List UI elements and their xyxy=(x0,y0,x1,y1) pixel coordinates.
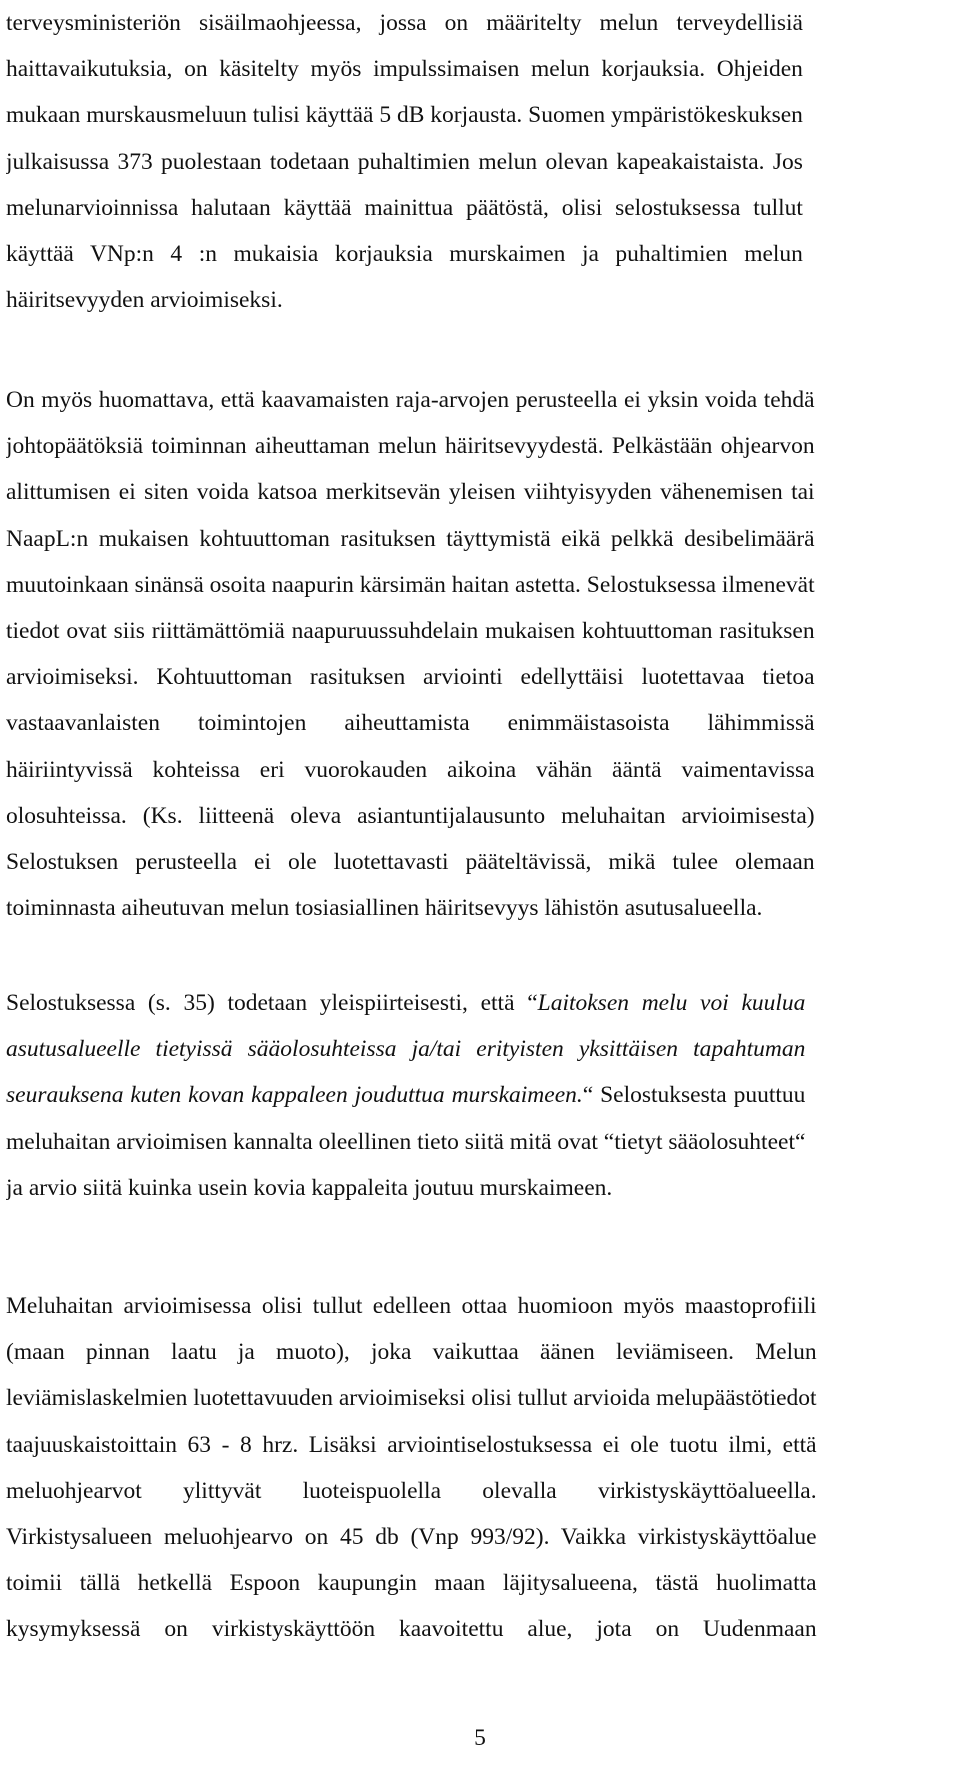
text-line xyxy=(6,1072,805,1118)
text-line: käyttää VNp:n 4 :n mukaisia korjauksia murskaimen ja puhaltimien melun xyxy=(6,241,803,268)
paragraph-3 xyxy=(6,980,805,1211)
text-line: kysymyksessä on virkistyskäyttöön kaavoitettu alue, jota on Uudenmaan xyxy=(6,1616,817,1643)
quoted-text: seurauksena kuten kovan kappaleen jouduttua murskaimeen. xyxy=(6,1082,583,1109)
text-line: meluhaitan arvioimisen kannalta oleellinen tieto siitä mitä ovat “tietyt sääolosuhteet“ xyxy=(6,1128,806,1155)
text-line: haittavaikutuksia, on käsitelty myös impulssimaisen melun korjauksia. Ohjeiden xyxy=(6,56,803,83)
text-segment: Selostuksessa (s. 35) todetaan yleispiirteisesti, että “ xyxy=(6,990,538,1016)
paragraph-2 xyxy=(6,377,815,931)
text-line: julkaisussa 373 puolestaan todetaan puhaltimien melun olevan kapeakaistaista. Jos xyxy=(6,148,803,175)
text-line: meluohjearvot ylittyvät luoteispuolella olevalla virkistyskäyttöalueella. xyxy=(6,1477,817,1504)
paragraph-4 xyxy=(6,1283,817,1653)
text-line: leviämislaskelmien luotettavuuden arvioimiseksi olisi tullut arvioida melupäästötiedot xyxy=(6,1385,817,1412)
quoted-text: asutusalueelle tietyissä sääolosuhteissa ja/tai erityisten yksittäisen tapahtuman xyxy=(6,1036,806,1063)
page-number: 5 xyxy=(474,1725,486,1751)
text-line: toiminnasta aiheutuvan melun tosiasiallinen häiritsevyys lähistön asutusalueella. xyxy=(6,895,763,922)
text-line: (maan pinnan laatu ja muoto), joka vaikuttaa äänen leviämiseen. Melun xyxy=(6,1339,817,1366)
text-line: toimii tällä hetkellä Espoon kaupungin maan läjitysalueena, tästä huolimatta xyxy=(6,1570,817,1597)
text-line: ja arvio siitä kuinka usein kovia kappaleita joutuu murskaimeen. xyxy=(6,1174,613,1201)
text-line: häiriintyvissä kohteissa eri vuorokauden aikoina vähän ääntä vaimentavissa xyxy=(6,756,815,783)
text-line: terveysministeriön sisäilmaohjeessa, jossa on määritelty melun terveydellisiä xyxy=(6,10,803,36)
text-segment: “ Selostuksesta puuttuu xyxy=(582,1082,806,1109)
text-line: On myös huomattava, että kaavamaisten raja-arvojen perusteella ei yksin voida tehdä xyxy=(6,387,815,413)
text-line: tiedot ovat siis riittämättömiä naapuruussuhdelain mukaisen kohtuuttoman rasituksen xyxy=(6,618,815,645)
text-line: johtopäätöksiä toiminnan aiheuttaman melun häiritsevyydestä. Pelkästään ohjearvon xyxy=(6,433,815,460)
text-line: Selostuksen perusteella ei ole luotettavasti pääteltävissä, mikä tulee olemaan xyxy=(6,849,815,876)
text-line: arvioimiseksi. Kohtuuttoman rasituksen arviointi edellyttäisi luotettavaa tietoa xyxy=(6,664,815,691)
text-line: häiritsevyyden arvioimiseksi. xyxy=(6,287,283,314)
text-line: muutoinkaan sinänsä osoita naapurin kärsimän haitan astetta. Selostuksessa ilmenevät xyxy=(6,571,815,598)
text-line xyxy=(6,1026,805,1072)
text-line: taajuuskaistoittain 63 - 8 hrz. Lisäksi arviointiselostuksessa ei ole tuotu ilmi, että xyxy=(6,1431,817,1458)
text-line: vastaavanlaisten toimintojen aiheuttamista enimmäistasoista lähimmissä xyxy=(6,710,815,737)
text-line: alittumisen ei siten voida katsoa merkitsevän yleisen viihtyisyyden vähenemisen tai xyxy=(6,479,815,506)
text-line: melunarvioinnissa halutaan käyttää mainittua päätöstä, olisi selostuksessa tullut xyxy=(6,194,803,221)
text-line: olosuhteissa. (Ks. liitteenä oleva asiantuntijalausunto meluhaitan arvioimisesta) xyxy=(6,802,815,829)
text-line xyxy=(6,980,805,1026)
text-line: Virkistysalueen meluohjearvo on 45 db (Vnp 993/92). Vaikka virkistyskäyttöalue xyxy=(6,1524,817,1551)
text-line: mukaan murskausmeluun tulisi käyttää 5 dB korjausta. Suomen ympäristökeskuksen xyxy=(6,102,803,129)
text-line: NaapL:n mukaisen kohtuuttoman rasituksen täyttymistä eikä pelkkä desibelimäärä xyxy=(6,525,815,552)
quoted-text: Laitoksen melu voi kuulua xyxy=(537,990,806,1016)
text-line: Meluhaitan arvioimisessa olisi tullut edelleen ottaa huomioon myös maastoprofiili xyxy=(6,1293,817,1319)
paragraph-1 xyxy=(6,0,803,323)
